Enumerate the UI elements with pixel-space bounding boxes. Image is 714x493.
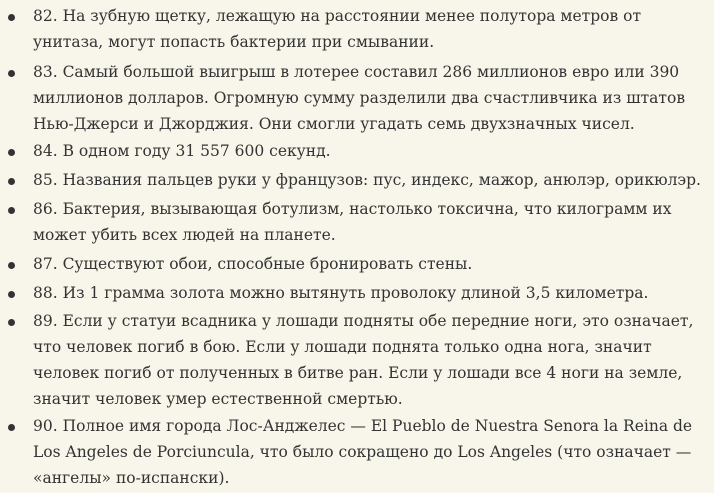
bullet-icon — [8, 424, 15, 431]
fact-line: 88. Из 1 грамма золота можно вытянуть проволоку длиной 3,5 километра. — [33, 284, 649, 302]
fact-line: 83. Самый большой выигрыш в лотерее составил 286 миллионов евро или 390 — [33, 63, 680, 81]
fact-line: миллионов долларов. Огромную сумму разделили два счастливчика из штатов — [33, 89, 686, 107]
bullet-icon — [8, 14, 15, 21]
bullet-icon — [8, 70, 15, 77]
fact-line: Нью-Джерси и Джорджия. Они смогли угадать семь двухзначных чисел. — [33, 115, 635, 133]
fact-line: унитаза, могут попасть бактерии при смывании. — [33, 33, 435, 51]
bullet-icon — [8, 149, 15, 156]
fact-line: 90. Полное имя города Лос-Анджелес — El Pueblo de Nuestra Senora la Reina de — [33, 417, 693, 435]
fact-line: 85. Названия пальцев руки у французов: пус, индекс, мажор, анюлэр, орикюлэр. — [33, 171, 701, 189]
fact-line: 86. Бактерия, вызывающая ботулизм, настолько токсична, что килограмм их — [33, 200, 672, 218]
fact-line: 82. На зубную щетку, лежащую на расстоянии менее полутора метров от — [33, 7, 642, 25]
bullet-icon — [8, 178, 15, 185]
fact-line: 89. Если у статуи всадника у лошади подняты обе передние ноги, это означает, — [33, 312, 694, 330]
fact-line: 87. Существуют обои, способные бронировать стены. — [33, 255, 473, 273]
fact-line: значит человек умер естественной смертью. — [33, 390, 403, 408]
bullet-icon — [8, 291, 15, 298]
fact-line: 84. В одном году 31 557 600 секунд. — [33, 142, 331, 160]
fact-line: «ангелы» по-испански). — [33, 469, 230, 487]
bullet-icon — [8, 319, 15, 326]
fact-line: что человек погиб в бою. Если у лошади поднята только одна нога, значит — [33, 338, 652, 356]
fact-line: может убить всех людей на планете. — [33, 226, 336, 244]
bullet-icon — [8, 207, 15, 214]
bullet-icon — [8, 262, 15, 269]
fact-line: Los Angeles de Porciuncula, что было сокращено до Los Angeles (что означает — — [33, 443, 692, 461]
fact-line: человек погиб от полученных в битве ран. Если у лошади все 4 ноги на земле, — [33, 364, 683, 382]
